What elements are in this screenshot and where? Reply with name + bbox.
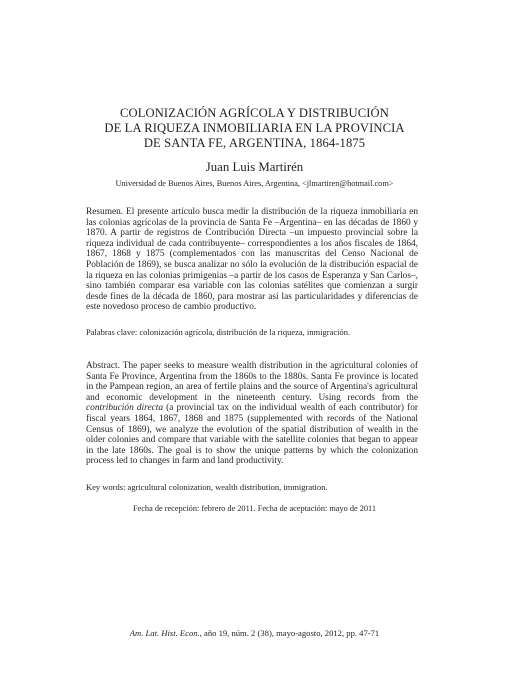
title-line: DE SANTA FE, ARGENTINA, 1864-1875 bbox=[143, 136, 366, 150]
title-line: COLONIZACIÓN AGRÍCOLA Y DISTRIBUCIÓN bbox=[120, 106, 389, 120]
abstract-text-cont: (a provincial tax on the individual wealth of each contributor) for fiscal years 1864, 1867, 1868 and 1875 (supplemented with records of the National Census of 1869), we analyze the evolution of the spatial distribution of wealth in the older colonies and compare that variable with the satellite colonies that began to appear in the late 1860s. The goal is to show the unique patterns by which the colonization process led to changes in farm and land productivity. bbox=[86, 403, 418, 467]
reception-dates: Fecha de recepción: febrero de 2011. Fecha de aceptación: mayo de 2011 bbox=[132, 504, 377, 513]
abstract-italic-term: contribución directa bbox=[86, 403, 164, 414]
author-name: Juan Luis Martirén bbox=[205, 160, 304, 174]
article-title bbox=[60, 106, 449, 151]
palabras-clave: Palabras clave: colonización agrícola, distribución de la riqueza, inmigración. bbox=[86, 327, 351, 337]
journal-issue-info: , año 19, núm. 2 (38), mayo-agosto, 2012, pp. 47-71 bbox=[199, 628, 380, 638]
journal-name: Am. Lat. Hist. Econ. bbox=[129, 628, 200, 638]
journal-citation-footer bbox=[60, 628, 449, 639]
abstract-text: Abstract. The paper seeks to measure wealth distribution in the agricultural colonies of Santa Fe Province, Argentina from the 1860s to the 1880s. Santa Fe province is located in the Pampean region, an area of fertile plains and the source of Argentina's agricultural and economic development in the nineteenth century. Using records from the bbox=[86, 361, 418, 403]
author-affiliation: Universidad de Buenos Aires, Buenos Aires, Argentina, <jlmartiren@hotmail.com> bbox=[115, 179, 394, 188]
resumen-paragraph: Resumen. El presente artículo busca medir la distribución de la riqueza inmobiliaria en las colonias agrícolas de la provincia de Santa Fe –Argentina– en las décadas de 1860 y 1870. A partir de registros de Contribución Directa –un impuesto provincial sobre la riqueza individual de cada contribuyente– correspondientes a los años fiscales de 1864, 1867, 1868 y 1875 (complementados con las manuscritas del Censo Nacional de Población de 1869), se busca analizar no sólo la evolución de la distribución espacial de la riqueza en las colonias primigenias –a partir de los casos de Esperanza y San Carlos–, sino también comparar esa variable con las colonias satélites que comienzan a surgir desde fines de la década de 1860, para mostrar así las particularidades y diferencias de este novedoso proceso de cambio productivo. bbox=[86, 207, 418, 313]
key-words: Key words: agricultural colonization, wealth distribution, immigration. bbox=[86, 482, 328, 492]
abstract-paragraph bbox=[86, 361, 418, 467]
title-line: DE LA RIQUEZA INMOBILIARIA EN LA PROVINCIA bbox=[104, 121, 405, 135]
